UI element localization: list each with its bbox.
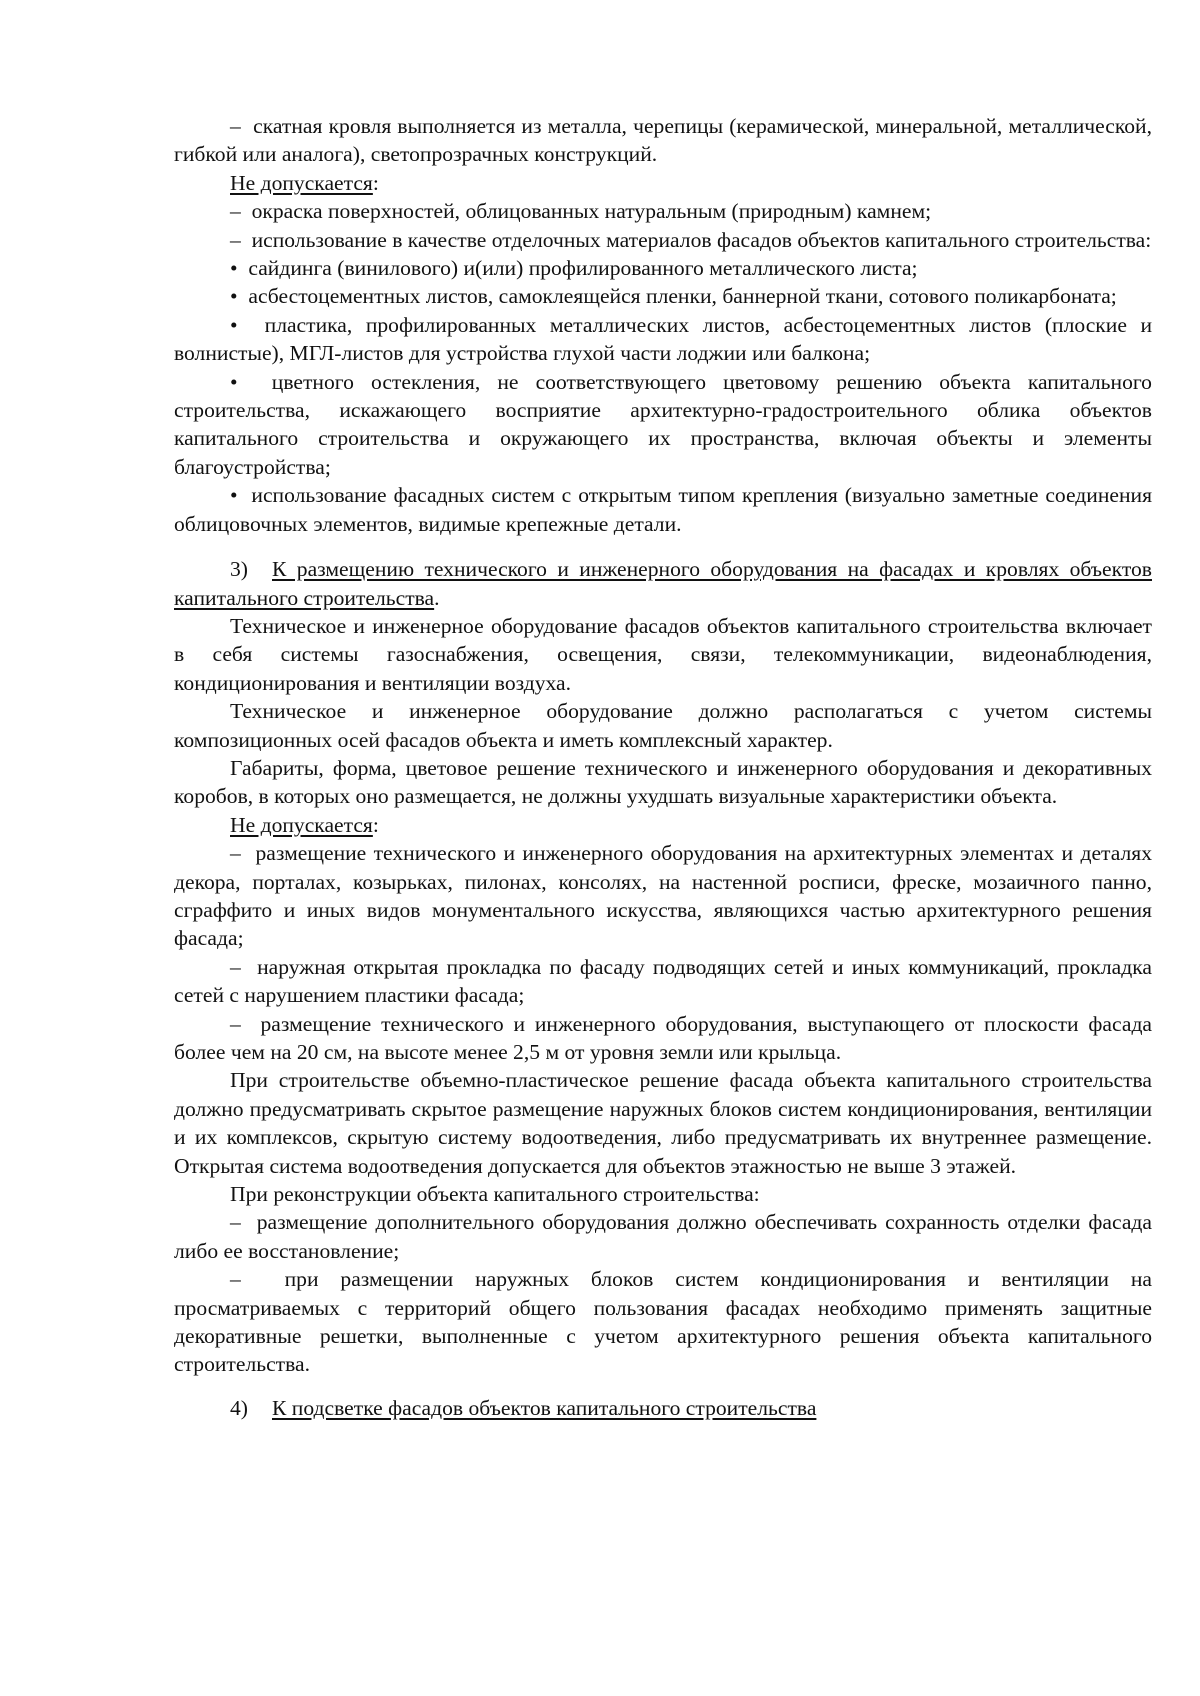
reconstruction-intro: При реконструкции объекта капитального строительства: bbox=[230, 1182, 760, 1207]
list-item: – окраска поверхностей, облицованных натуральным (природным) камнем; bbox=[174, 197, 1152, 225]
list-item: – при размещении наружных блоков систем кондиционирования и вентиляции на просматриваемых с территорий общего пользования фасадах необходимо применять защитные декоративные решетки, выполненные с учетом архитектурного решения объекта капитального строительства. bbox=[174, 1265, 1152, 1379]
not-allowed-heading-2: Не допускается: bbox=[230, 812, 379, 837]
section-3-number: 3) bbox=[230, 557, 248, 582]
bullet-item: • цветного остекления, не соответствующего цветовому решению объекта капитального строительства, искажающего восприятие архитектурно-градостроительного облика объектов капитального строительства и окружающего их пространства, включая объекты и элементы благоустройства; bbox=[174, 368, 1152, 482]
paragraph: Техническое и инженерное оборудование фасадов объектов капитального строительства включает в себя системы газоснабжения, освещения, связи, телекоммуникации, видеонаблюдения, кондиционирования и вентиляции воздуха. bbox=[174, 613, 1152, 695]
list-item: – наружная открытая прокладка по фасаду подводящих сетей и иных коммуникаций, прокладка сетей с нарушением пластики фасада; bbox=[174, 953, 1152, 1010]
construction-paragraph: При строительстве объемно-пластическое решение фасада объекта капитального строительства должно предусматривать скрытое размещение наружных блоков систем кондиционирования, вентиляции и их комплексов, скрытую систему водоотведения, либо предусматривать их внутреннее размещение. Открытая система водоотведения допускается для объектов этажностью не выше 3 этажей. bbox=[174, 1068, 1152, 1178]
paragraph: Техническое и инженерное оборудование должно располагаться с учетом системы композиционных осей фасадов объекта и иметь комплексный характер. bbox=[174, 699, 1152, 752]
section-3-title: К размещению технического и инженерного оборудования на фасадах и кровлях объектов капитального строительства bbox=[174, 557, 1152, 610]
bullet-item: • асбестоцементных листов, самоклеящейся пленки, баннерной ткани, сотового поликарбоната; bbox=[174, 282, 1152, 310]
section-4-title: К подсветке фасадов объектов капитального строительства bbox=[272, 1395, 817, 1420]
section-3-heading: 3) К размещению технического и инженерного оборудования на фасадах и кровлях объектов капитального строительства. bbox=[174, 557, 1152, 610]
list-item: – размещение технического и инженерного оборудования, выступающего от плоскости фасада более чем на 20 см, на высоте менее 2,5 м от уровня земли или крыльца. bbox=[174, 1010, 1152, 1067]
bullet-item: • пластика, профилированных металлических листов, асбестоцементных листов (плоские и волнистые), МГЛ-листов для устройства глухой части лоджии или балкона; bbox=[174, 311, 1152, 368]
section-4-number: 4) bbox=[230, 1395, 248, 1420]
not-allowed-label: Не допускается bbox=[230, 812, 373, 837]
list-item: – размещение технического и инженерного оборудования на архитектурных элементах и деталях декора, порталах, козырьках, пилонах, консолях, на настенной росписи, фреске, мозаичного панно, сграффито и иных видов монументального искусства, являющихся частью архитектурного решения фасада; bbox=[174, 839, 1152, 953]
not-allowed-label: Не допускается bbox=[230, 170, 373, 195]
list-item: – использование в качестве отделочных материалов фасадов объектов капитального строительства: bbox=[174, 226, 1152, 254]
section-4-heading bbox=[174, 1394, 1152, 1422]
bullet-item: • использование фасадных систем с открытым типом крепления (визуально заметные соединения облицовочных элементов, видимые крепежные детали. bbox=[174, 481, 1152, 538]
paragraph: Габариты, форма, цветовое решение технического и инженерного оборудования и декоративных коробов, в которых оно размещается, не должны ухудшать визуальные характеристики объекта. bbox=[174, 755, 1152, 809]
list-item: – размещение дополнительного оборудования должно обеспечивать сохранность отделки фасада либо ее восстановление; bbox=[174, 1208, 1152, 1265]
bullet-item: • сайдинга (винилового) и(или) профилированного металлического листа; bbox=[174, 254, 1152, 282]
roof-item: – скатная кровля выполняется из металла, черепицы (керамической, минеральной, металлической, гибкой или аналога), светопрозрачных конструкций. bbox=[174, 112, 1152, 169]
not-allowed-heading-1: Не допускается: bbox=[230, 170, 379, 195]
